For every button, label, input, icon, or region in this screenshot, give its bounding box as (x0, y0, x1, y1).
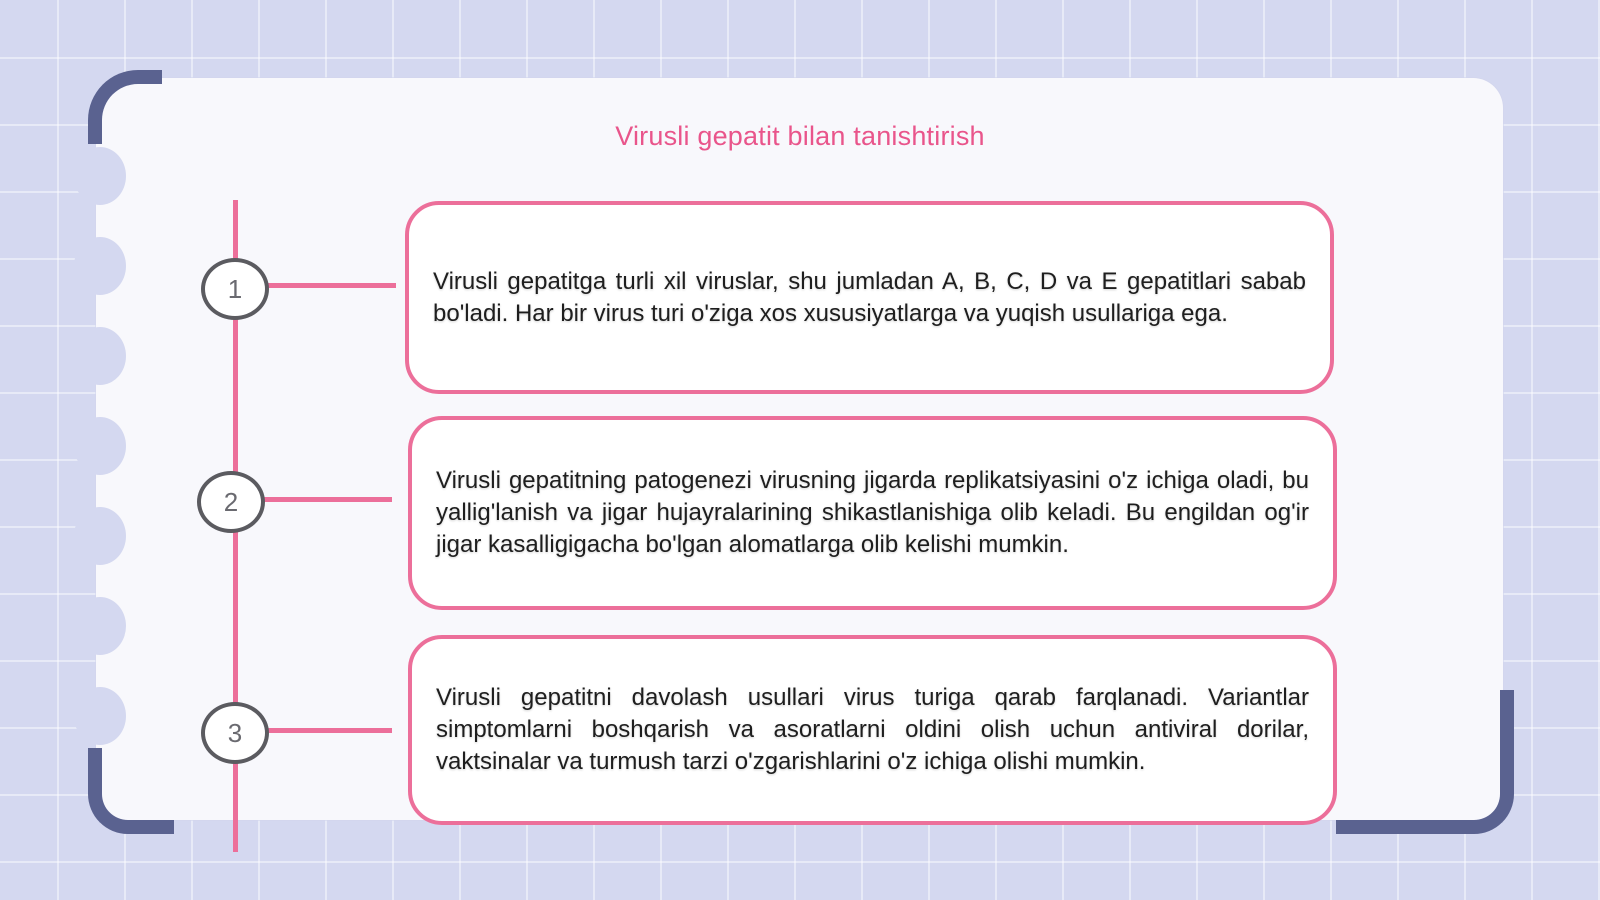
corner-bracket-bottom-left (88, 748, 174, 834)
step-number-circle: 3 (201, 702, 269, 764)
scallop-decoration (74, 147, 126, 205)
scallop-decoration (74, 327, 126, 385)
corner-bracket-bottom-right (1336, 690, 1514, 834)
scallop-decoration (74, 507, 126, 565)
step-number-circle: 2 (197, 471, 265, 533)
scallop-decoration (74, 687, 126, 745)
scallop-decoration (74, 237, 126, 295)
step-text-box (405, 201, 1334, 394)
connector-line (262, 497, 392, 502)
step-text: Virusli gepatitga turli xil viruslar, shu jumladan A, B, C, D va E gepatitlari sabab bo'ladi. Har bir virus turi o'ziga xos xususiyatlarga va yuqish usullariga ega. (433, 267, 1306, 327)
corner-bracket-top-left (88, 70, 162, 144)
step-text: Virusli gepatitni davolash usullari virus turiga qarab farqlanadi. Variantlar simptomlarni boshqarish va asoratlarni oldini olish uchun antiviral dorilar, vaktsinalar va turmush tarzi o'zgarishlarini o'z ichiga olishi mumkin. (436, 684, 1309, 775)
step-number-circle: 1 (201, 258, 269, 320)
scallop-decoration (74, 597, 126, 655)
step-text: Virusli gepatitning patogenezi virusning jigarda replikatsiyasini o'z ichiga oladi, bu yallig'lanish va jigar hujayralarining shikastlanishiga olib keladi. Bu engildan og'ir jigar kasalligigacha bo'lgan alomatlarga olib kelishi mumkin. (436, 467, 1309, 558)
connector-line (266, 728, 392, 733)
slide-title: Virusli gepatit bilan tanishtirish (615, 121, 985, 151)
step-text-box (408, 416, 1337, 610)
connector-line (266, 283, 396, 288)
scallop-decoration (74, 417, 126, 475)
step-text-box (408, 635, 1337, 825)
